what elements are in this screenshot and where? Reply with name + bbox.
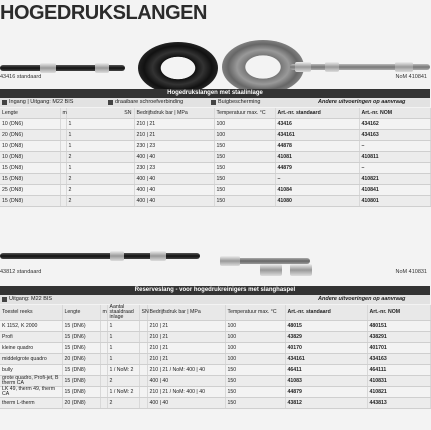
table-row: [0, 163, 430, 174]
header-pressure: Bedrijfsdruk bar | MPa: [134, 108, 214, 119]
square-icon: [2, 100, 7, 105]
table-cell-empty: [100, 332, 107, 343]
cell-art-standard: 46411: [285, 365, 367, 376]
cell-wire-count: 1: [107, 354, 139, 365]
header-length-2: Lengte: [62, 305, 100, 321]
cell-art-nom: 480151: [367, 321, 430, 332]
cell-art-nom: –: [359, 141, 430, 152]
cell-art-standard: 434161: [275, 130, 359, 141]
header-art-standard: Art.-nr. standaard: [275, 108, 359, 119]
cell-pressure: 230 | 23: [134, 141, 214, 152]
table-row: [0, 321, 430, 332]
cell-art-standard: 44879: [275, 163, 359, 174]
cell-length: 10 (DN8): [0, 141, 60, 152]
cell-art-nom: 410811: [359, 152, 430, 163]
table-row: [0, 343, 430, 354]
table-cell-empty: [139, 321, 147, 332]
cell-art-nom: 438291: [367, 332, 430, 343]
table-row: [0, 119, 430, 130]
legend-swivel: draaibare schroefverbinding: [115, 99, 184, 105]
table-row: [0, 376, 430, 387]
caption-left-1: 43416 standaard: [0, 74, 42, 80]
cell-art-standard: 43416: [275, 119, 359, 130]
cell-pressure: 400 | 40: [134, 174, 214, 185]
cell-art-standard: 44878: [275, 141, 359, 152]
cell-temp: 100: [225, 343, 285, 354]
header-wire-count: Aantal staaldraad inlage: [107, 305, 139, 321]
table-cell-empty: [139, 376, 147, 387]
cell-wire-count: 1 / NoM: 2: [107, 387, 139, 398]
caption-right-2: NoM 410831: [395, 269, 427, 275]
cell-pressure: 400 | 40: [147, 398, 225, 409]
header-temp: Temperatuur max. °C: [214, 108, 275, 119]
cell-series: kleine quadro: [0, 343, 62, 354]
table-row: [0, 185, 430, 196]
table-cell-empty: [139, 343, 147, 354]
cell-temp: 150: [225, 387, 285, 398]
cell-art-nom: 410821: [367, 387, 430, 398]
table-cell-empty: [100, 321, 107, 332]
cell-temp: 100: [225, 354, 285, 365]
cell-temp: 150: [214, 185, 275, 196]
legend-other-2: Andere uitvoeringen op aanvraag: [318, 296, 406, 302]
caption-left-2: 43812 standaard: [0, 269, 42, 275]
cell-art-standard: –: [275, 174, 359, 185]
table-row: [0, 174, 430, 185]
cell-art-nom: –: [359, 163, 430, 174]
legend-other: Andere uitvoeringen op aanvraag: [318, 99, 406, 105]
hose-table-2: [0, 305, 431, 409]
cell-art-nom: 464111: [367, 365, 430, 376]
hose-coil-black: [138, 42, 218, 94]
cell-length: 15 (DN8): [0, 196, 60, 207]
table-cell-empty: [100, 354, 107, 365]
cell-sn: 2: [66, 152, 134, 163]
square-icon: [2, 297, 7, 302]
legend-bend: Buigbescherming: [218, 99, 261, 105]
table-cell-empty: [139, 365, 147, 376]
legend-inlet: Ingang | Uitgang: M22 BIS: [9, 99, 74, 105]
cell-pressure: 210 | 21: [134, 119, 214, 130]
header-sn-2: SN: [139, 305, 147, 321]
section2-band: Reserveslang - voor hogedrukreinigers met slanghaspel: [0, 286, 430, 295]
cell-length: 20 (DN6): [62, 354, 100, 365]
cell-temp: 100: [214, 130, 275, 141]
cell-temp: 150: [214, 163, 275, 174]
cell-wire-count: 1: [107, 321, 139, 332]
cell-length: 25 (DN8): [0, 185, 60, 196]
header-pressure-2: Bedrijfsdruk bar | MPa: [147, 305, 225, 321]
caption-right-1: NoM 410841: [395, 74, 427, 80]
cell-wire-count: 2: [107, 398, 139, 409]
table-cell-empty: [100, 398, 107, 409]
cell-series: K 1152, K 2000: [0, 321, 62, 332]
cell-pressure: 210 | 21: [147, 354, 225, 365]
section2-legend: [0, 295, 430, 304]
cell-art-nom: 410841: [359, 185, 430, 196]
table-row: [0, 387, 430, 398]
section1-band: Hogedrukslangen met staalinlage: [0, 89, 430, 98]
cell-sn: 2: [66, 174, 134, 185]
cell-sn: 2: [66, 185, 134, 196]
cell-pressure: 210 | 21: [147, 321, 225, 332]
cell-wire-count: 1: [107, 332, 139, 343]
table-row: [0, 332, 430, 343]
cell-pressure: 210 | 21: [147, 343, 225, 354]
cell-temp: 100: [214, 119, 275, 130]
cell-series: Profi: [0, 332, 62, 343]
cell-sn: 1: [66, 119, 134, 130]
page-title: HOGEDRUKSLANGEN: [0, 2, 207, 24]
cell-pressure: 230 | 23: [134, 163, 214, 174]
cell-pressure: 210 | 21: [134, 130, 214, 141]
cell-pressure: 210 | 21 / NoM: 400 | 40: [147, 387, 225, 398]
table-row: [0, 398, 430, 409]
cell-art-standard: 43829: [285, 332, 367, 343]
cell-series: middelgrote quadro: [0, 354, 62, 365]
cell-art-nom: 410821: [359, 174, 430, 185]
header-art-standard-2: Art.-nr. standaard: [285, 305, 367, 321]
header-sn: SN: [66, 108, 134, 119]
cell-length: 15 (DN8): [62, 376, 100, 387]
cell-pressure: 210 | 21: [147, 332, 225, 343]
cell-pressure: 210 | 21 / NoM: 400 | 40: [147, 365, 225, 376]
table-row: [0, 152, 430, 163]
cell-length: 15 (DN6): [62, 321, 100, 332]
cell-length: 15 (DN6): [62, 343, 100, 354]
cell-art-standard: 434161: [285, 354, 367, 365]
cell-series: bully: [0, 365, 62, 376]
cell-temp: 100: [225, 321, 285, 332]
cell-length: 15 (DN8): [0, 163, 60, 174]
cell-art-standard: 41080: [275, 196, 359, 207]
table-row: [0, 354, 430, 365]
header-series: Toestel reeks: [0, 305, 62, 321]
reel-hose-photo-1: [0, 244, 200, 268]
cell-temp: 150: [225, 398, 285, 409]
cell-temp: 150: [225, 365, 285, 376]
table-cell-empty: [100, 365, 107, 376]
cell-art-nom: 434162: [359, 119, 430, 130]
header-art-nom: Art.-nr. NOM: [359, 108, 430, 119]
cell-art-standard: 41083: [285, 376, 367, 387]
cell-length: 10 (DN8): [0, 152, 60, 163]
table-cell-empty: [100, 343, 107, 354]
table-row: [0, 196, 430, 207]
cell-art-standard: 44879: [285, 387, 367, 398]
table-cell-empty: [139, 398, 147, 409]
cell-temp: 150: [225, 376, 285, 387]
reel-hose-photo-3: [260, 258, 320, 282]
table-cell-empty: [139, 387, 147, 398]
cell-wire-count: 2: [107, 376, 139, 387]
cell-sn: 2: [66, 196, 134, 207]
cell-length: 20 (DN6): [0, 130, 60, 141]
cell-length: 10 (DN6): [0, 119, 60, 130]
cell-art-standard: 41084: [275, 185, 359, 196]
cell-art-standard: 41081: [275, 152, 359, 163]
cell-series: therm L-therm: [0, 398, 62, 409]
table-cell-empty: [100, 376, 107, 387]
legend-outlet: Uitgang: M22 BIS: [9, 296, 53, 302]
header-temp-2: Temperatuur max. °C: [225, 305, 285, 321]
cell-temp: 150: [214, 174, 275, 185]
cell-length: 15 (DN8): [62, 387, 100, 398]
cell-art-nom: 434163: [359, 130, 430, 141]
cell-length: 15 (DN8): [0, 174, 60, 185]
cell-wire-count: 1 / NoM: 2: [107, 365, 139, 376]
square-icon: [211, 100, 216, 105]
header-art-nom-2: Art.-nr. NOM: [367, 305, 430, 321]
table-cell-empty: [139, 332, 147, 343]
cell-pressure: 400 | 40: [134, 196, 214, 207]
table-row: [0, 141, 430, 152]
table-cell-empty: [100, 387, 107, 398]
cell-temp: 100: [225, 332, 285, 343]
cell-pressure: 400 | 40: [134, 152, 214, 163]
cell-length: 15 (DN6): [62, 332, 100, 343]
cell-art-nom: 410801: [359, 196, 430, 207]
cell-sn: 1: [66, 130, 134, 141]
cell-series: LK 49, therm 49, therm CA: [0, 387, 62, 398]
cell-temp: 150: [214, 141, 275, 152]
cell-art-standard: 43812: [285, 398, 367, 409]
cell-length: 20 (DN8): [62, 398, 100, 409]
cell-pressure: 400 | 40: [147, 376, 225, 387]
cell-wire-count: 1: [107, 343, 139, 354]
cell-temp: 150: [214, 152, 275, 163]
cell-art-nom: 443813: [367, 398, 430, 409]
cell-art-nom: 434163: [367, 354, 430, 365]
table-cell-empty: [139, 354, 147, 365]
header-m: m: [60, 108, 66, 119]
table-row: [0, 130, 430, 141]
cell-art-nom: 401701: [367, 343, 430, 354]
cell-series: grote quadro, Profi-jet, B therm CA: [0, 376, 62, 387]
cell-pressure: 400 | 40: [134, 185, 214, 196]
header-m-2: m: [100, 305, 107, 321]
cell-art-nom: 410831: [367, 376, 430, 387]
cell-sn: 1: [66, 163, 134, 174]
hose-table-1: [0, 108, 431, 207]
cell-sn: 1: [66, 141, 134, 152]
cell-art-standard: 48015: [285, 321, 367, 332]
section1-legend: [0, 98, 430, 107]
table-row: [0, 365, 430, 376]
cell-length: 15 (DN8): [62, 365, 100, 376]
cell-art-standard: 40170: [285, 343, 367, 354]
header-length: Lengte: [0, 108, 60, 119]
cell-temp: 150: [214, 196, 275, 207]
square-icon: [108, 100, 113, 105]
